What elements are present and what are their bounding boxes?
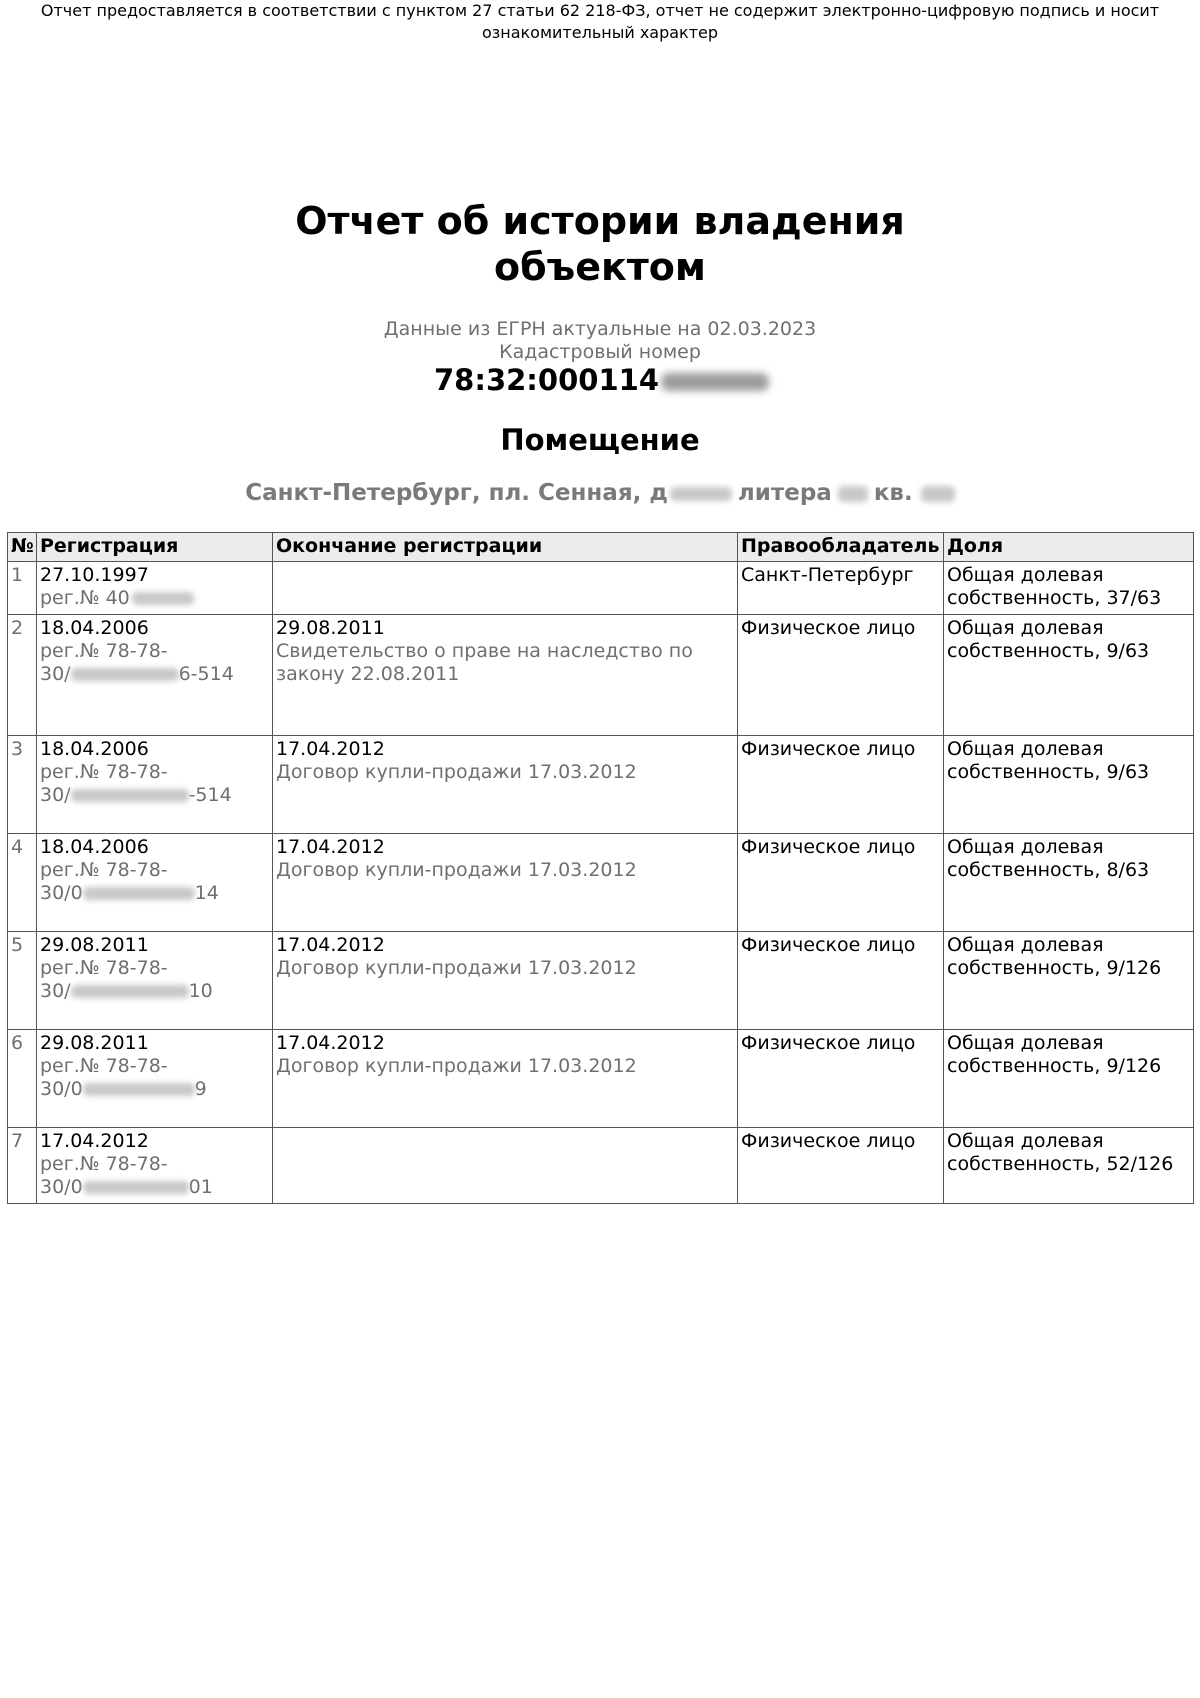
registration-number-line1: рег.№ 78-78-	[40, 1055, 168, 1077]
share-cell: Общая долевая собственность, 9/126	[944, 1030, 1194, 1128]
registration-number-line1: рег.№ 78-78-	[40, 640, 168, 662]
end-date: 17.04.2012	[276, 738, 385, 760]
holder-cell: Физическое лицо	[738, 932, 944, 1030]
table-row	[8, 562, 1194, 615]
table-row	[8, 736, 1194, 834]
data-date: Данные из ЕГРН актуальные на 02.03.2023	[383, 318, 817, 340]
registration-number-line1: рег.№ 78-78-	[40, 761, 168, 783]
holder-cell: Физическое лицо	[738, 1030, 944, 1128]
table-row	[8, 932, 1194, 1030]
registration-number-suffix: 14	[194, 882, 219, 904]
registration-number-prefix: 30/0	[40, 1176, 83, 1198]
end-registration-cell	[273, 736, 738, 834]
registration-redaction	[83, 1181, 189, 1194]
table-row	[8, 615, 1194, 736]
end-registration-cell	[273, 562, 738, 615]
ownership-history-table	[7, 532, 1194, 1204]
end-date: 29.08.2011	[276, 617, 385, 639]
registration-number-prefix: 30/	[40, 784, 71, 806]
registration-date: 18.04.2006	[40, 738, 149, 760]
registration-number-line1: рег.№ 78-78-	[40, 1153, 168, 1175]
table-header-row	[8, 533, 1194, 562]
address-redaction-litera	[838, 486, 868, 502]
registration-number-prefix: 30/	[40, 980, 71, 1002]
registration-redaction	[71, 668, 179, 681]
end-registration-cell	[273, 834, 738, 932]
registration-number-line1: рег.№ 78-78-	[40, 859, 168, 881]
address-part-apartment: кв.	[873, 480, 913, 506]
registration-number-line2	[40, 663, 269, 686]
registration-cell	[37, 834, 273, 932]
table-row	[8, 1030, 1194, 1128]
report-title	[0, 198, 1200, 290]
registration-number-line1: рег.№ 78-78-	[40, 957, 168, 979]
registration-number-suffix: 9	[194, 1078, 207, 1100]
registration-redaction	[83, 1083, 195, 1096]
registration-number-line2	[40, 1176, 269, 1199]
registration-number-suffix: 01	[188, 1176, 213, 1198]
registration-number-line2	[40, 882, 269, 905]
row-number: 6	[8, 1030, 37, 1128]
holder-cell: Физическое лицо	[738, 736, 944, 834]
share-cell: Общая долевая собственность, 37/63	[944, 562, 1194, 615]
end-registration-cell	[273, 1128, 738, 1204]
end-date: 17.04.2012	[276, 1032, 385, 1054]
table-row	[8, 834, 1194, 932]
end-reason: Свидетельство о праве на наследство по закону 22.08.2011	[276, 640, 693, 685]
object-address	[0, 477, 1200, 509]
registration-date: 29.08.2011	[40, 934, 149, 956]
registration-date: 17.04.2012	[40, 1130, 149, 1152]
holder-cell: Физическое лицо	[738, 1128, 944, 1204]
row-number: 2	[8, 615, 37, 736]
registration-number-prefix: 30/0	[40, 882, 83, 904]
registration-number	[40, 587, 269, 610]
registration-number-prefix: 30/0	[40, 1078, 83, 1100]
address-redaction-house	[670, 487, 732, 501]
object-type: Помещение	[500, 423, 700, 457]
registration-cell	[37, 562, 273, 615]
share-cell: Общая долевая собственность, 9/63	[944, 615, 1194, 736]
registration-number-suffix: 6-514	[178, 663, 234, 685]
registration-number-line2	[40, 980, 269, 1003]
row-number: 5	[8, 932, 37, 1030]
header-end-registration: Окончание регистрации	[273, 533, 738, 562]
address-part-street: Санкт-Петербург, пл. Сенная, д	[245, 480, 668, 506]
registration-cell	[37, 1030, 273, 1128]
row-number: 4	[8, 834, 37, 932]
table-row	[8, 1128, 1194, 1204]
disclaimer-text: Отчет предоставляется в соответствии с пунктом 27 статьи 62 218-ФЗ, отчет не содержит электронно-цифровую подпись и носит ознакомительный характер	[40, 1, 1160, 42]
row-number: 7	[8, 1128, 37, 1204]
registration-date: 18.04.2006	[40, 836, 149, 858]
cadastral-number-tail: 4	[638, 363, 659, 397]
holder-cell: Санкт-Петербург	[738, 562, 944, 615]
registration-cell	[37, 1128, 273, 1204]
registration-number-suffix: -514	[188, 784, 232, 806]
end-date: 17.04.2012	[276, 934, 385, 956]
end-registration-cell	[273, 615, 738, 736]
address-redaction-apartment	[921, 486, 955, 502]
registration-number-line2	[40, 1078, 269, 1101]
header-registration: Регистрация	[37, 533, 273, 562]
end-reason: Договор купли-продажи 17.03.2012	[276, 1055, 637, 1077]
end-registration-cell	[273, 1030, 738, 1128]
cadastral-label: Кадастровый номер	[499, 341, 701, 363]
holder-cell: Физическое лицо	[738, 834, 944, 932]
report-subinfo	[0, 318, 1200, 364]
registration-cell	[37, 615, 273, 736]
cadastral-number-visible: 78:32:00011	[434, 363, 639, 397]
share-cell: Общая долевая собственность, 9/126	[944, 932, 1194, 1030]
cadastral-redaction	[661, 373, 769, 391]
registration-number-prefix: 30/	[40, 663, 71, 685]
row-number: 3	[8, 736, 37, 834]
registration-cell	[37, 932, 273, 1030]
address-part-litera: литера	[737, 480, 832, 506]
end-reason: Договор купли-продажи 17.03.2012	[276, 859, 637, 881]
end-registration-cell	[273, 932, 738, 1030]
share-cell: Общая долевая собственность, 9/63	[944, 736, 1194, 834]
report-title-line2: объектом	[494, 245, 706, 289]
holder-cell: Физическое лицо	[738, 615, 944, 736]
end-reason: Договор купли-продажи 17.03.2012	[276, 761, 637, 783]
header-number: №	[8, 533, 37, 562]
cadastral-number	[434, 362, 769, 398]
registration-date: 27.10.1997	[40, 564, 149, 586]
registration-date: 18.04.2006	[40, 617, 149, 639]
report-title-line1: Отчет об истории владения	[295, 199, 905, 243]
row-number: 1	[8, 562, 37, 615]
registration-redaction	[71, 985, 189, 998]
registration-number-suffix: 10	[188, 980, 213, 1002]
registration-redaction	[71, 789, 189, 802]
registration-cell	[37, 736, 273, 834]
end-date: 17.04.2012	[276, 836, 385, 858]
registration-date: 29.08.2011	[40, 1032, 149, 1054]
header-holder: Правообладатель	[738, 533, 944, 562]
registration-number-text: рег.№ 40	[40, 587, 130, 609]
header-share: Доля	[944, 533, 1194, 562]
registration-number-line2	[40, 784, 269, 807]
end-reason: Договор купли-продажи 17.03.2012	[276, 957, 637, 979]
registration-redaction	[83, 887, 195, 900]
registration-redaction	[132, 592, 194, 605]
share-cell: Общая долевая собственность, 8/63	[944, 834, 1194, 932]
share-cell: Общая долевая собственность, 52/126	[944, 1128, 1194, 1204]
